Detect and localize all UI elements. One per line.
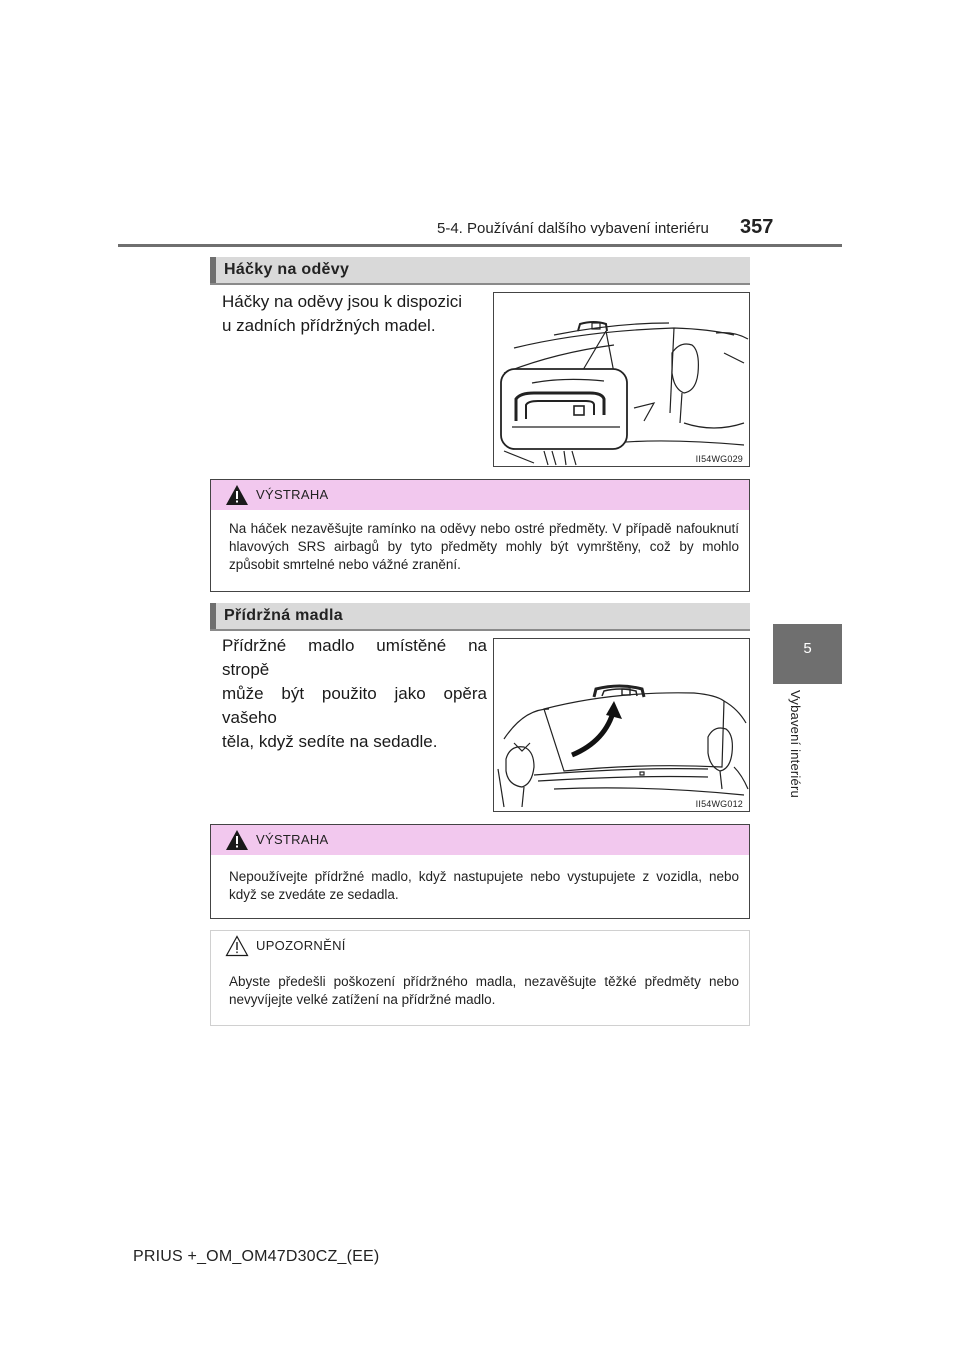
- caution-icon: [225, 935, 249, 957]
- warning-box-assist-grips: [210, 824, 750, 919]
- text-line: Háčky na oděvy jsou k dispozici: [222, 292, 463, 311]
- coat-hook-illustration: [493, 292, 750, 467]
- warning-box-coat-hooks: [210, 479, 750, 592]
- warning-icon: [225, 484, 249, 506]
- coat-hooks-description: [222, 290, 462, 338]
- caution-box: [210, 930, 750, 1026]
- assist-grip-illustration: [493, 638, 750, 812]
- header-rule: [118, 244, 842, 247]
- assist-grip-drawing: [494, 639, 749, 811]
- document-id: PRIUS +_OM_OM47D30CZ_(EE): [133, 1248, 380, 1265]
- warning-title: VÝSTRAHA: [256, 832, 329, 847]
- caution-text: Abyste předešli poškození přídržného madla, nezavěšujte těžké předměty nebo nevyvíjejte velké zatížení na přídržné madlo.: [229, 974, 739, 1007]
- coat-hook-drawing: [494, 293, 749, 466]
- warning-icon: [225, 829, 249, 851]
- figure-code: II54WG012: [695, 799, 743, 809]
- chapter-number: 5: [803, 640, 812, 657]
- text-line: Přídržné madlo umístěné na stropě: [222, 636, 487, 679]
- page-number: 357: [740, 216, 774, 238]
- section-title: Háčky na oděvy: [224, 261, 350, 278]
- text-line: může být použito jako opěra vašeho: [222, 684, 487, 727]
- section-title: Přídržná madla: [224, 607, 343, 624]
- heading-bar: [210, 257, 216, 283]
- section-heading-assist-grips: [210, 603, 750, 631]
- text-line: těla, když sedíte na sedadle.: [222, 732, 438, 751]
- assist-grips-description: [222, 634, 487, 754]
- section-heading-coat-hooks: [210, 257, 750, 285]
- chapter-label: Vybavení interiéru: [788, 690, 803, 798]
- warning-title: VÝSTRAHA: [256, 487, 329, 502]
- text-line: u zadních přídržných madel.: [222, 316, 436, 335]
- figure-code: II54WG029: [695, 454, 743, 464]
- warning-text: Na háček nezavěšujte ramínko na oděvy nebo ostré předměty. V případě nafouknutí hlavových SRS airbagů by tyto předměty mohly být vymrštěny, což by mohlo způsobit smrtelné nebo vážné zranění.: [229, 521, 739, 572]
- heading-bar: [210, 603, 216, 629]
- warning-text: Nepoužívejte přídržné madlo, když nastupujete nebo vystupujete z vozidla, nebo když se zvedáte ze sedadla.: [229, 869, 739, 902]
- caution-title: UPOZORNĚNÍ: [256, 938, 346, 953]
- running-header-section: 5-4. Používání dalšího vybavení interiéru: [437, 220, 709, 237]
